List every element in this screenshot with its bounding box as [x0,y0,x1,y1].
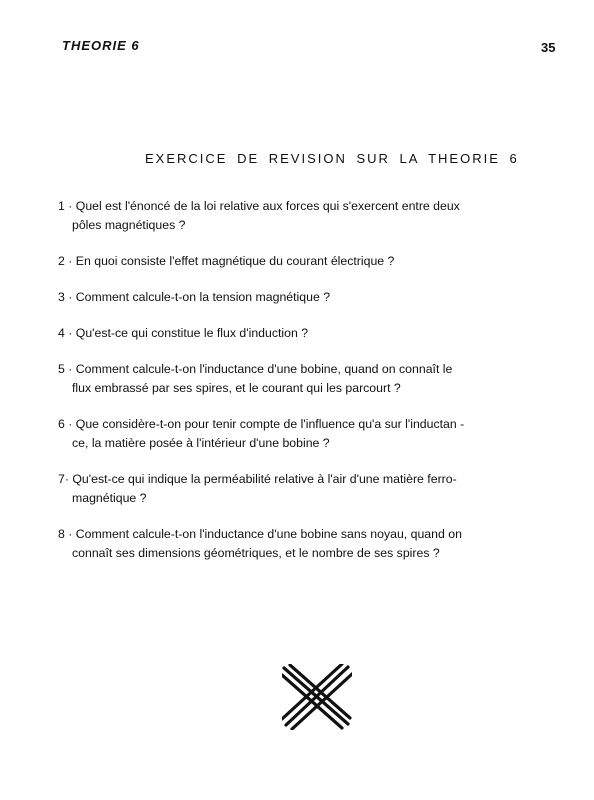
question-line: flux embrassé par ses spires, et le courant qui les parcourt ? [72,381,401,395]
question-line: 3 · Comment calcule-t-on la tension magnétique ? [58,290,331,304]
question-line: 4 · Qu'est-ce qui constitue le flux d'induction ? [58,326,309,340]
question-1 [58,197,568,235]
question-8 [58,525,568,563]
question-line: ce, la matière posée à l'intérieur d'une bobine ? [72,436,330,450]
question-5 [58,360,568,398]
question-line: 1 · Quel est l'énoncé de la loi relative aux forces qui s'exercent entre deux [58,199,460,213]
crosshatch-ornament-icon [282,664,352,730]
page-number: 35 [541,40,556,55]
question-list [58,197,568,580]
question-3 [58,288,568,307]
question-line: connaît ses dimensions géométriques, et le nombre de ses spires ? [72,546,440,560]
question-line: magnétique ? [72,491,147,505]
question-line: 7· Qu'est-ce qui indique la perméabilité relative à l'air d'une matière ferro- [58,472,457,486]
question-line: 2 · En quoi consiste l'effet magnétique du courant électrique ? [58,254,395,268]
question-4 [58,324,568,343]
section-label: THEORIE 6 [62,38,140,53]
question-line: 8 · Comment calcule-t-on l'inductance d'une bobine sans noyau, quand on [58,527,462,541]
question-line: 5 · Comment calcule-t-on l'inductance d'une bobine, quand on connaît le [58,362,453,376]
page-title: EXERCICE DE REVISION SUR LA THEORIE 6 [145,151,519,166]
question-line: 6 · Que considère-t-on pour tenir compte de l'influence qu'a sur l'inductan - [58,417,465,431]
question-6 [58,415,568,453]
question-line: pôles magnétiques ? [72,218,186,232]
question-2 [58,252,568,271]
question-7 [58,470,568,508]
